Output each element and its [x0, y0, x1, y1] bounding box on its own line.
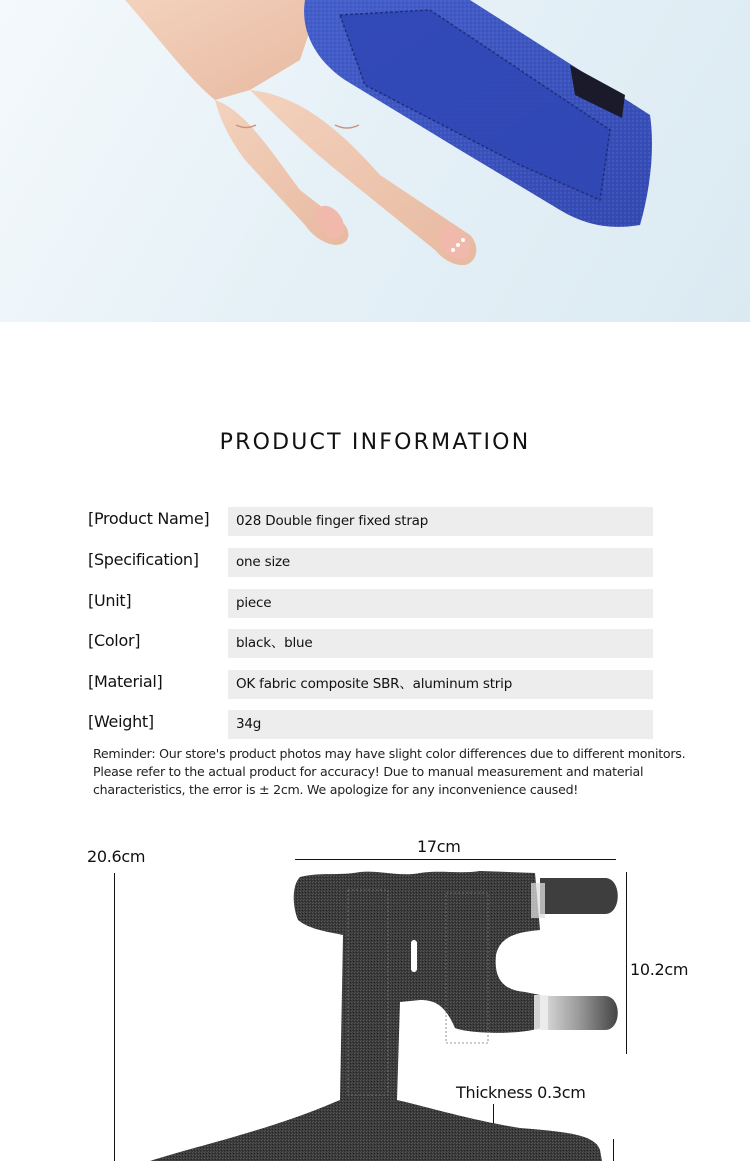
info-label: [Product Name] — [88, 509, 210, 528]
info-label: [Material] — [88, 672, 163, 691]
info-row-weight — [88, 710, 654, 739]
hand-with-strap-illustration — [0, 0, 750, 322]
info-value: 34g — [228, 710, 653, 739]
finger-span-dimension-label: 10.2cm — [630, 960, 689, 979]
info-value: black、blue — [228, 629, 653, 658]
info-value: piece — [228, 589, 653, 618]
info-value: one size — [228, 548, 653, 577]
hero-product-photo — [0, 0, 750, 322]
thickness-label: Thickness 0.3cm — [456, 1083, 586, 1102]
info-label: [Unit] — [88, 591, 132, 610]
info-value: 028 Double finger fixed strap — [228, 507, 653, 536]
info-row-specification — [88, 548, 654, 577]
info-row-product-name — [88, 507, 654, 536]
product-information-title: PRODUCT INFORMATION — [219, 430, 531, 455]
info-label: [Color] — [88, 631, 141, 650]
info-value: OK fabric composite SBR、aluminum strip — [228, 670, 653, 699]
info-row-material — [88, 670, 654, 699]
finger-strap-flat-diagram — [0, 860, 750, 1161]
info-label: [Weight] — [88, 712, 154, 731]
info-label: [Specification] — [88, 550, 199, 569]
info-row-unit — [88, 589, 654, 618]
info-row-color — [88, 629, 654, 658]
width-dimension-label: 17cm — [417, 837, 461, 856]
height-dimension-label: 20.6cm — [87, 847, 146, 866]
reminder-note: Reminder: Our store's product photos may have slight color differences due to different monitors. Please refer to the actual product for accuracy! Due to manual measurement and material characteristics, the error is ± 2cm. We apologize for any inconvenience caused! — [93, 746, 686, 797]
